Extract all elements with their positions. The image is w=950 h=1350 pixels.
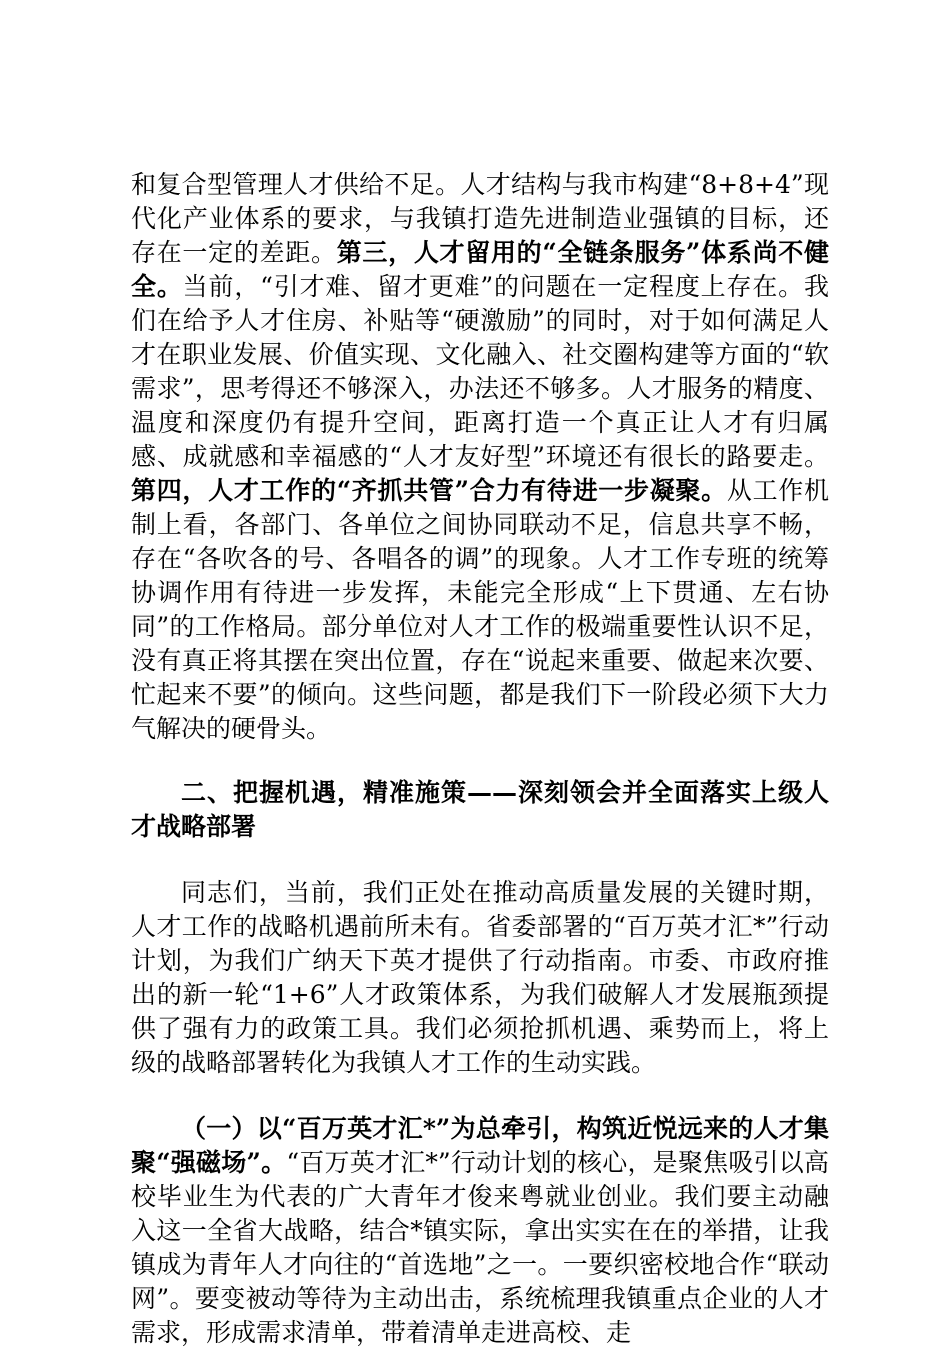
- paragraph-text: 从工作机制上看，各部门、各单位之间协同联动不足，信息共享不畅，存在“各吹各的号、各唱各的调”的现象。人才工作专班的统筹协调作用有待进一步发挥，未能完全形成“上下贯通、左右协同”的工作格局。部分单位对人才工作的极端重要性认识不足，没有真正将其摆在突出位置，存在“说起来重要、做起来次要、忙起来不要”的倾向。这些问题，都是我们下一阶段必须下大力气解决的硬骨头。: [131, 476, 829, 743]
- bold-point-third: 第三，人才留用的“全链条服务”体系尚不健全。: [131, 238, 829, 301]
- section-heading-2: 二、把握机遇，精准施策——深刻领会并全面落实上级人才战略部署: [131, 778, 829, 841]
- paragraph-text: “百万英才汇*”行动计划的核心，是聚焦吸引以高校毕业生为代表的广大青年才俊来粤就业创业。我们要主动融入这一全省大战略，结合*镇实际，拿出实实在在的举措，让我镇成为青年人才向往的“首选地”之一。一要织密校地合作“联动网”。要变被动等待为主动出击，系统梳理我镇重点企业的人才需求，形成需求清单，带着清单走进高校、走: [131, 1148, 829, 1347]
- spacer: [131, 746, 829, 776]
- document-page: [131, 168, 829, 1350]
- bold-point-fourth: 第四，人才工作的“齐抓共管”合力有待进一步凝聚。: [131, 476, 727, 505]
- paragraph-subsection-1: [131, 1112, 829, 1350]
- spacer: [131, 844, 829, 876]
- paragraph-text: 当前，“引才难、留才更难”的问题在一定程度上存在。我们在给予人才住房、补贴等“硬激励”的同时，对于如何满足人才在职业发展、价值实现、文化融入、社交圈构建等方面的“软需求”，思考得还不够深入，办法还不够多。人才服务的精度、温度和深度仍有提升空间，距离打造一个真正让人才有归属感、成就感和幸福感的“人才友好型”环境还有很长的路要走。: [131, 272, 829, 471]
- subsection-heading-1: （一）以“百万英才汇*”为总牵引，构筑近悦远来的人才集聚“强磁场”。: [131, 1114, 829, 1177]
- spacer: [131, 1080, 829, 1112]
- paragraph-text: 和复合型管理人才供给不足。人才结构与我市构建“8+8+4”现代化产业体系的要求，与我镇打造先进制造业强镇的目标，还存在一定的差距。: [131, 170, 829, 267]
- paragraph-opportunity: 同志们，当前，我们正处在推动高质量发展的关键时期，人才工作的战略机遇前所未有。省委部署的“百万英才汇*”行动计划，为我们广纳天下英才提供了行动指南。市委、市政府推出的新一轮“1+6”人才政策体系，为我们破解人才发展瓶颈提供了强有力的政策工具。我们必须抢抓机遇、乘势而上，将上级的战略部署转化为我镇人才工作的生动实践。: [131, 878, 829, 1077]
- paragraph-talent-problems: [131, 168, 829, 746]
